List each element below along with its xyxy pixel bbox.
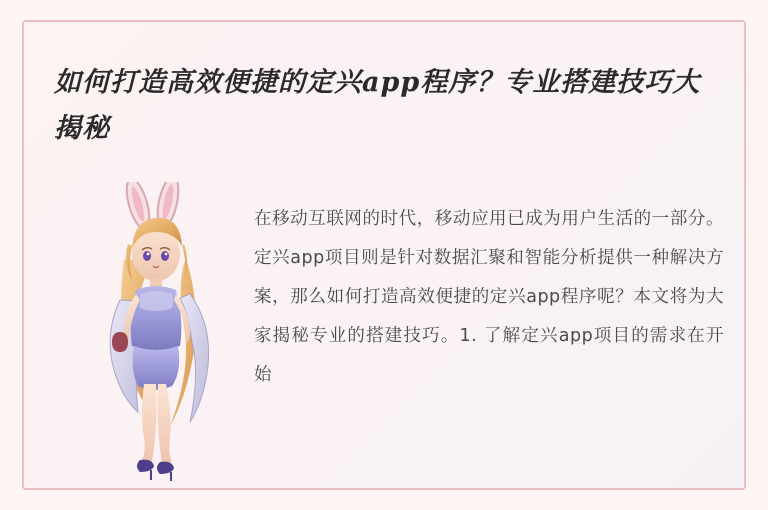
- anime-girl-with-bunny-ears-illustration: [86, 182, 256, 482]
- page-title: 如何打造高效便捷的定兴app程序？专业搭建技巧大揭秘: [54, 67, 701, 144]
- article-card: [22, 20, 746, 490]
- article-body: 在移动互联网的时代，移动应用已成为用户生活的一部分。定兴app项目则是针对数据汇聚和智能分析提供一种解决方案，那么如何打造高效便捷的定兴app程序呢？本文将为大家揭秘专业的搭建技巧。1. 了解定兴app项目的需求在开始: [254, 209, 724, 385]
